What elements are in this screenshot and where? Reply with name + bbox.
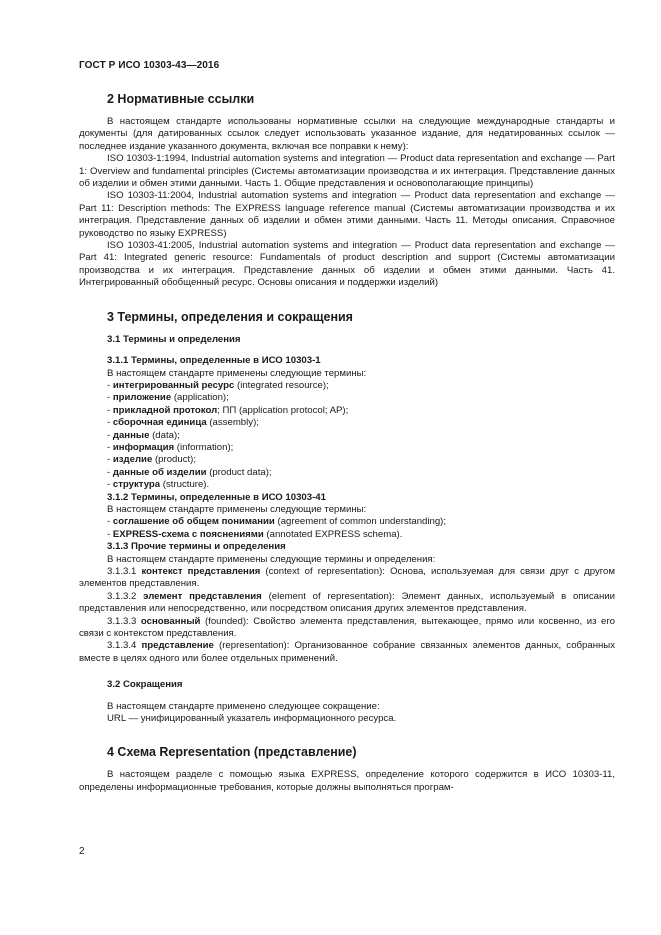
definition-3-1-3-3: 3.1.3.3 основанный (founded): Свойство элемента представления, вытекающее, прямо или косвенно, из его связи с контекстом представления. [79,615,615,640]
section-3-2-title: 3.2 Сокращения [107,679,183,691]
term-item: - данные об изделии (product data); [107,466,272,478]
term-item: - приложение (application); [107,392,229,404]
term-item: - EXPRESS-схема с пояснениями (annotated EXPRESS schema). [107,528,403,540]
section-2-intro: В настоящем стандарте использованы нормативные ссылки на следующие международные стандарты и документы (для датированных ссылок следует использовать указанное издание, для недатированных ссылок — последнее издание указанного документа, включая все поправки к нему): [79,116,615,152]
section-2-title: 2 Нормативные ссылки [107,92,255,106]
abbreviation-url: URL — унифицированный указатель информационного ресурса. [107,713,397,725]
term-item: - структура (structure). [107,479,210,491]
term-item: - интегрированный ресурс (integrated resource); [107,379,329,391]
definition-3-1-3-4: 3.1.3.4 представление (representation): Организованное собрание связанных элементов данных, собранных вместе в целях одного или более отдельных применений. [79,640,615,664]
section-4-text: В настоящем разделе с помощью языка EXPRESS, определение которого содержится в ИСО 10303-11, определены информационные требования, которые должны выполняться програм- [79,769,615,793]
definition-3-1-3-1: 3.1.3.1 контекст представления (context of representation): Основа, используемая для связи друг с другом элементов представления. [79,566,615,590]
section-3-1-3-title: 3.1.3 Прочие термины и определения [107,541,286,553]
section-3-1-1-title: 3.1.1 Термины, определенные в ИСО 10303-1 [107,355,321,367]
document-header: ГОСТ Р ИСО 10303-43—2016 [79,60,220,71]
term-list-3-1-1 [79,380,615,492]
term-item: - информация (information); [107,441,234,453]
term-item: - изделие (product); [107,454,197,466]
section-3-1-1-intro: В настоящем стандарте применены следующие термины: [107,367,367,379]
term-item: - прикладной протокол; ПП (application protocol; AP); [107,404,349,416]
section-4-title: 4 Схема Representation (представление) [107,745,357,760]
term-item: - данные (data); [107,429,180,441]
reference-iso-10303-1: ISO 10303-1:1994, Industrial automation systems and integration — Product data representation and exchange — Part 1: Overview and fundamental principles (Системы автоматизации производства и их интеграция. Представление данных об изделии и обмен этими данными. Часть 1. Общие представления и основополагающие принципы) [79,153,615,190]
page-number: 2 [79,846,85,857]
term-item: - сборочная единица (assembly); [107,417,259,429]
section-3-1-2-intro: В настоящем стандарте применены следующие термины: [107,503,367,515]
section-3-title: 3 Термины, определения и сокращения [107,309,353,324]
section-3-1-3-intro: В настоящем стандарте применены следующие термины и определения: [107,553,436,565]
definition-3-1-3-2: 3.1.3.2 элемент представления (element of representation): Элемент данных, используемый в описании представления или непосредственно, или посредством описания других элементов представления. [79,590,615,615]
page-content [79,92,615,794]
section-3-1-title: 3.1 Термины и определения [107,333,241,345]
reference-iso-10303-41: ISO 10303-41:2005, Industrial automation systems and integration — Product data representation and exchange — Part 41: Integrated generic resource: Fundamentals of product description and support (Системы автоматизации производства и их интеграция. Представление данных об изделии и обмен этими данными. Часть 41. Интегрированный обобщенный ресурс. Основы описания и поддержки изделий) [79,240,615,289]
reference-iso-10303-11: ISO 10303-11:2004, Industrial automation systems and integration — Product data representation and exchange — Part 11: Description methods: The EXPRESS language reference manual (Системы автоматизации производства и их интеграция. Представление данных об изделии и обмен этими данными. Часть 11. Методы описания. Справочное руководство по языку EXPRESS) [79,190,615,239]
term-item: - соглашение об общем понимании (agreement of common understanding); [107,516,447,528]
section-3-1-2-title: 3.1.2 Термины, определенные в ИСО 10303-41 [107,491,326,503]
section-3-2-intro: В настоящем стандарте применено следующее сокращение: [107,700,380,712]
